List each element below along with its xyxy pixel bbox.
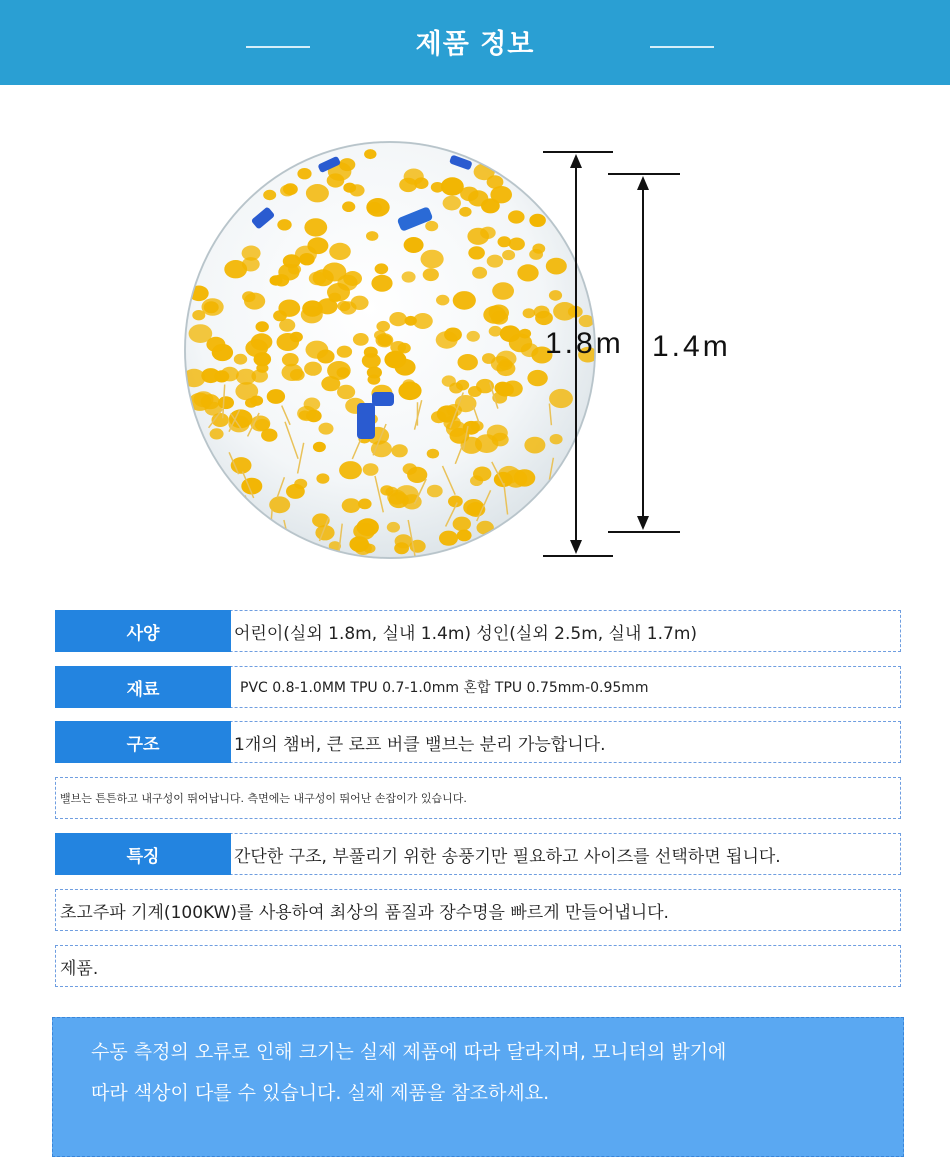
- section-header: [0, 0, 950, 85]
- notice-line-1: 수동 측정의 오류로 인해 크기는 실제 제품에 따라 달라지며, 모니터의 밝기에: [91, 1041, 727, 1063]
- page-title: 제품 정보: [415, 29, 535, 60]
- spec-value: PVC 0.8-1.0MM TPU 0.7-1.0mm 혼합 TPU 0.75mm-0.95mm: [240, 680, 649, 696]
- spec-row-features: [55, 833, 901, 875]
- spec-key: 재료: [55, 666, 231, 708]
- outer-height-label: 1.8m: [545, 327, 624, 360]
- bubble-ball-illustration: [0, 130, 950, 570]
- notice-box: [52, 1017, 904, 1157]
- spec-row-material: [55, 666, 901, 708]
- product-figure: [0, 130, 950, 570]
- spec-value: 어린이(실외 1.8m, 실내 1.4m) 성인(실외 2.5m, 실내 1.7m): [234, 623, 698, 644]
- spec-row-feature-end: [55, 945, 901, 987]
- spec-row-specification: [55, 610, 901, 652]
- notice-line-2: 따라 색상이 다를 수 있습니다. 실제 제품을 참조하세요.: [91, 1082, 550, 1104]
- spec-key: 사양: [55, 610, 231, 652]
- header-right-line: [650, 46, 714, 48]
- spec-value: 초고주파 기계(100KW)를 사용하여 최상의 품질과 장수명을 빠르게 만들어냅니다.: [60, 902, 669, 923]
- spec-row-structure: [55, 721, 901, 763]
- spec-value: 1개의 챔버, 큰 로프 버클 밸브는 분리 가능합니다.: [234, 734, 606, 755]
- notice-text: [91, 1032, 883, 1114]
- spec-value: 제품.: [60, 958, 99, 979]
- spec-row-valve-note: [55, 777, 901, 819]
- spec-value: 간단한 구조, 부풀리기 위한 송풍기만 필요하고 사이즈를 선택하면 됩니다.: [234, 846, 781, 867]
- spec-row-feature-detail: [55, 889, 901, 931]
- spec-key: 구조: [55, 721, 231, 763]
- spec-key: 특징: [55, 833, 231, 875]
- inner-height-label: 1.4m: [652, 330, 731, 363]
- spec-value: 밸브는 튼튼하고 내구성이 뛰어납니다. 측면에는 내구성이 뛰어난 손잡이가 있습니다.: [60, 792, 467, 805]
